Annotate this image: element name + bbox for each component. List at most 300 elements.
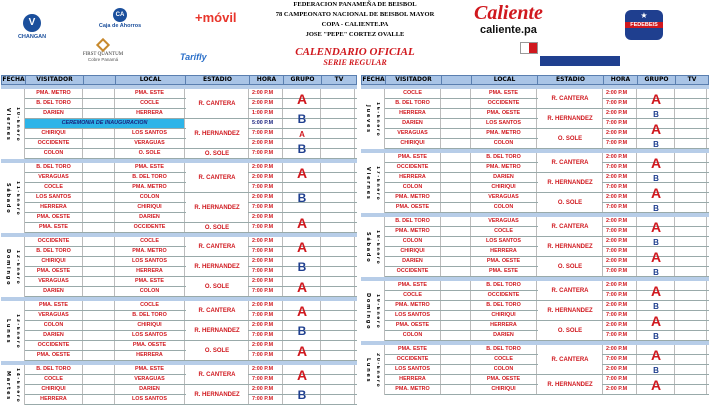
tv-cell (321, 375, 355, 384)
day-label: L u n e s (5, 319, 11, 343)
visitor-cell: PMA. OESTE (25, 351, 83, 360)
time-cell: 2:00 P.M (249, 99, 283, 108)
local-cell: VERAGUAS (115, 139, 185, 148)
spacer-cell (83, 109, 115, 118)
visitor-cell: HERRERA (385, 375, 441, 384)
spacer-cell (83, 247, 115, 256)
tv-cell (321, 267, 355, 276)
stadium-label: O. SOLE (538, 322, 602, 340)
time-cell: 2:00 P.M (603, 321, 637, 330)
date-label: 1 2 - E n e r o (15, 250, 20, 284)
local-cell: PMA. ESTE (115, 277, 185, 286)
spacer-cell (441, 227, 471, 236)
group-label: A (296, 367, 308, 383)
group-label: A (650, 185, 662, 201)
time-cell: 2:00 P.M (603, 89, 637, 98)
tv-cell (321, 385, 355, 394)
title-line-1: FEDERACION PANAMEÑA DE BEISBOL (293, 1, 417, 8)
spacer-cell (441, 385, 471, 394)
tv-cell (675, 321, 707, 330)
tv-cell (321, 237, 355, 246)
spacer-cell (441, 129, 471, 138)
time-cell: 7:00 P.M (603, 163, 637, 172)
spacer-cell (441, 355, 471, 364)
group-label: A (650, 377, 662, 393)
time-cell: 7:00 P.M (603, 331, 637, 340)
tv-cell (675, 331, 707, 340)
spacer-cell (83, 163, 115, 172)
tv-cell (675, 139, 707, 148)
visitor-cell: COLON (25, 321, 83, 330)
local-cell: B. DEL TORO (471, 301, 537, 310)
visitor-cell: PMA. METRO (25, 89, 83, 98)
local-cell: LOS SANTOS (115, 395, 185, 404)
spacer-cell (441, 217, 471, 226)
date-label: 1 0 - E n e r o (15, 107, 20, 141)
local-cell: VERAGUAS (471, 193, 537, 202)
time-cell: 2:00 P.M (249, 321, 283, 330)
tv-cell (321, 311, 355, 320)
changan-emblem-icon: V (23, 14, 41, 32)
stadium-label: O. SOLE (538, 258, 602, 276)
time-cell: 7:00 P.M (249, 311, 283, 320)
time-cell: 7:00 P.M (603, 119, 637, 128)
time-cell: 2:00 P.M (603, 217, 637, 226)
local-cell: CHIRIQUI (115, 321, 185, 330)
group-label: B (297, 388, 307, 402)
day-block (361, 341, 709, 395)
spacer-cell (83, 375, 115, 384)
local-cell: PMA. ESTE (471, 267, 537, 276)
tv-cell (321, 351, 355, 360)
visitor-cell: LOS SANTOS (385, 311, 441, 320)
day-label: V i e r n e s (365, 167, 371, 199)
col-estadio: ESTADIO (538, 76, 604, 84)
local-cell: B. DEL TORO (115, 173, 185, 182)
schedule-table-left (1, 75, 357, 405)
local-cell: O. SOLE (115, 149, 185, 158)
tv-cell (321, 277, 355, 286)
table-header-left (1, 75, 357, 85)
local-cell: PMA. OESTE (471, 375, 537, 384)
tv-cell (675, 291, 707, 300)
day-date-cell (361, 345, 385, 395)
col-local: LOCAL (472, 76, 538, 84)
spacer-cell (441, 267, 471, 276)
tv-cell (675, 99, 707, 108)
spacer-cell (441, 89, 471, 98)
tv-cell (675, 385, 707, 394)
tv-cell (321, 395, 355, 404)
visitor-cell: OCCIDENTE (25, 237, 83, 246)
stadium-label: R. HERNANDEZ (538, 376, 602, 394)
date-label: 1 9 - E n e r o (375, 294, 380, 328)
local-cell: DARIEN (115, 385, 185, 394)
title-line-4: JOSE "PEPE" CORTEZ OVALLE (305, 31, 405, 38)
spacer-cell (441, 345, 471, 354)
group-label: A (296, 343, 308, 359)
federation-title (250, 0, 460, 40)
local-cell: HERRERA (471, 321, 537, 330)
day-date-cell (361, 89, 385, 149)
col-estadio: ESTADIO (186, 76, 250, 84)
table-body-left (1, 85, 357, 405)
tv-cell (321, 301, 355, 310)
caja-logo-text: Caja de Ahorros (98, 23, 142, 29)
group-label: A (650, 121, 662, 137)
group-label: B (653, 237, 659, 247)
time-cell: 2:00 P.M (249, 173, 283, 182)
spacer-cell (83, 237, 115, 246)
tv-cell (321, 173, 355, 182)
tv-cell (675, 163, 707, 172)
tv-cell (675, 267, 707, 276)
spacer-cell (83, 193, 115, 202)
spacer-cell (441, 321, 471, 330)
group-label: A (650, 313, 662, 329)
tv-cell (321, 331, 355, 340)
visitor-cell: CHIRIQUI (25, 257, 83, 266)
visitor-cell: COCLE (25, 183, 83, 192)
local-cell: OCCIDENTE (471, 99, 537, 108)
spacer-cell (83, 267, 115, 276)
stadium-label: O. SOLE (538, 130, 602, 148)
time-cell: 2:00 P.M (249, 277, 283, 286)
tv-cell (321, 257, 355, 266)
day-date-cell (361, 281, 385, 341)
group-label: B (653, 109, 659, 119)
local-cell: CHIRIQUI (471, 183, 537, 192)
caliente-pa-text: caliente.pa (480, 24, 537, 36)
visitor-cell: CHIRIQUI (385, 247, 441, 256)
fedebeis-star-icon: ★ (640, 11, 648, 20)
group-label: A (650, 283, 662, 299)
col-hora: HORA (250, 76, 284, 84)
first-quantum-emblem-icon (96, 38, 110, 52)
local-cell: PMA. ESTE (471, 89, 537, 98)
changan-logo-text: CHANGAN (17, 34, 47, 40)
time-cell: 2:00 P.M (603, 153, 637, 162)
time-cell: 7:00 P.M (249, 149, 283, 158)
time-cell: 7:00 P.M (603, 311, 637, 320)
tv-cell (675, 193, 707, 202)
visitor-cell: COCLE (385, 291, 441, 300)
stadium-label: R. CANTERA (186, 366, 248, 384)
group-label: B (297, 324, 307, 338)
spacer-cell (441, 281, 471, 290)
local-cell: COCLE (115, 301, 185, 310)
tv-cell (321, 247, 355, 256)
tv-cell (675, 311, 707, 320)
local-cell: LOS SANTOS (115, 331, 185, 340)
calendar-title-text: CALENDARIO OFICIAL (295, 46, 415, 58)
local-cell: PMA. METRO (471, 163, 537, 172)
visitor-cell: PMA. ESTE (25, 301, 83, 310)
spacer-cell (83, 99, 115, 108)
tv-cell (321, 321, 355, 330)
stadium-label: R. HERNANDEZ (186, 194, 248, 222)
tv-cell (675, 153, 707, 162)
visitor-cell: COLON (25, 149, 83, 158)
time-cell: 5:00 P.M (249, 119, 283, 128)
spacer-cell (83, 277, 115, 286)
tv-cell (321, 193, 355, 202)
spacer-cell (441, 203, 471, 212)
tv-cell (675, 345, 707, 354)
time-cell: 2:00 P.M (603, 281, 637, 290)
day-block (361, 277, 709, 341)
day-block (1, 361, 357, 405)
local-cell: COCLE (471, 355, 537, 364)
group-label: B (297, 191, 307, 205)
group-label: B (297, 112, 307, 126)
group-label: A (650, 347, 662, 363)
spacer-cell (83, 257, 115, 266)
spacer-cell (83, 183, 115, 192)
visitor-cell: DARIEN (385, 257, 441, 266)
local-cell: PMA. OESTE (471, 109, 537, 118)
day-label: S á b a d o (5, 183, 11, 213)
local-cell: B. DEL TORO (115, 311, 185, 320)
sport-institute-logo (540, 56, 620, 66)
time-cell: 2:00 P.M (603, 385, 637, 394)
stadium-label: R. CANTERA (538, 90, 602, 108)
tv-cell (321, 213, 355, 222)
cobre-panama-text: Cobre Panamá (87, 57, 119, 62)
stadium-label: R. HERNANDEZ (538, 174, 602, 192)
spacer-cell (441, 193, 471, 202)
tarifly-logo: Tarifly (180, 52, 207, 62)
day-date-cell (1, 163, 25, 233)
group-label: B (653, 267, 659, 277)
local-cell: VERAGUAS (471, 217, 537, 226)
spacer-cell (83, 129, 115, 138)
local-cell: VERAGUAS (115, 375, 185, 384)
group-label: B (653, 173, 659, 183)
time-cell: 2:00 P.M (249, 163, 283, 172)
spacer-cell (441, 99, 471, 108)
time-cell: 2:00 P.M (249, 257, 283, 266)
stadium-label: R. CANTERA (538, 282, 602, 300)
stadium-label: R. HERNANDEZ (538, 238, 602, 256)
tv-cell (675, 237, 707, 246)
stadium-label: R. CANTERA (538, 154, 602, 172)
stadium-label: R. CANTERA (186, 302, 248, 320)
local-cell: COLON (115, 193, 185, 202)
day-label: L u n e s (365, 358, 371, 382)
tv-cell (321, 119, 355, 128)
visitor-cell: HERRERA (385, 109, 441, 118)
spacer-cell (441, 173, 471, 182)
calendar-title (240, 46, 470, 67)
time-cell: 7:00 P.M (249, 183, 283, 192)
tv-cell (321, 203, 355, 212)
local-cell: B. DEL TORO (471, 345, 537, 354)
tv-cell (321, 163, 355, 172)
time-cell: 2:00 P.M (249, 213, 283, 222)
spacer-cell (441, 331, 471, 340)
spacer-cell (441, 311, 471, 320)
day-block (1, 233, 357, 297)
first-quantum-logo (68, 40, 138, 62)
stadium-label: O. SOLE (538, 194, 602, 212)
spacer-cell (83, 351, 115, 360)
tv-cell (321, 129, 355, 138)
local-cell: LOS SANTOS (471, 119, 537, 128)
stadium-label: R. HERNANDEZ (186, 120, 248, 148)
date-label: 1 7 - E n e r o (375, 166, 380, 200)
day-date-cell (361, 153, 385, 213)
local-cell: DARIEN (115, 213, 185, 222)
time-cell: 7:00 P.M (603, 267, 637, 276)
group-label: A (650, 249, 662, 265)
col-local: LOCAL (116, 76, 186, 84)
changan-logo (12, 14, 52, 40)
time-cell: 7:00 P.M (249, 247, 283, 256)
time-cell: 7:00 P.M (603, 183, 637, 192)
caliente-logo (474, 2, 543, 36)
first-quantum-text: FIRST QUANTUM (82, 52, 124, 57)
time-cell: 7:00 P.M (249, 129, 283, 138)
date-label: 1 3 - E n e r o (15, 314, 20, 348)
date-label: 2 0 - E n e r o (375, 353, 380, 387)
time-cell: 7:00 P.M (249, 267, 283, 276)
visitor-cell: B. DEL TORO (25, 365, 83, 374)
visitor-cell: PMA. ESTE (385, 281, 441, 290)
time-cell: 2:00 P.M (249, 365, 283, 374)
group-label: A (650, 219, 662, 235)
spacer-cell (83, 139, 115, 148)
spacer-cell (83, 331, 115, 340)
date-label: 1 8 - E n e r o (375, 230, 380, 264)
group-label: A (296, 303, 308, 319)
tv-cell (675, 119, 707, 128)
visitor-cell: B. DEL TORO (385, 217, 441, 226)
visitor-cell: LOS SANTOS (385, 365, 441, 374)
time-cell: 2:00 P.M (603, 109, 637, 118)
spacer-cell (441, 301, 471, 310)
time-cell: 2:00 P.M (603, 193, 637, 202)
time-cell: 7:00 P.M (603, 139, 637, 148)
day-label: M a r t e s (5, 370, 11, 400)
local-cell: CHIRIQUI (471, 311, 537, 320)
visitor-cell: PMA. OESTE (25, 267, 83, 276)
group-label: A (296, 279, 308, 295)
visitor-cell: PMA. METRO (385, 193, 441, 202)
visitor-cell: PMA. ESTE (385, 153, 441, 162)
title-line-2: 78 CAMPEONATO NACIONAL DE BEISBOL MAYOR (275, 11, 435, 18)
schedule-table-right (361, 75, 709, 395)
day-label: D o m i n g o (5, 249, 11, 285)
local-cell: CHIRIQUI (471, 385, 537, 394)
day-label: D o m i n g o (365, 293, 371, 329)
time-cell: 2:00 P.M (603, 301, 637, 310)
local-cell: COLON (471, 139, 537, 148)
time-cell: 2:00 P.M (249, 139, 283, 148)
time-cell: 7:00 P.M (249, 375, 283, 384)
local-cell: LOS SANTOS (115, 129, 185, 138)
date-label: 1 4 - E n e r o (15, 368, 20, 402)
day-block (361, 85, 709, 149)
stadium-label: R. CANTERA (186, 238, 248, 256)
visitor-cell: DARIEN (25, 287, 83, 296)
tv-cell (675, 355, 707, 364)
group-label: A (296, 165, 308, 181)
time-cell: 2:00 P.M (249, 89, 283, 98)
local-cell: PMA. OESTE (115, 341, 185, 350)
group-label: A (296, 91, 308, 107)
col-fecha: FECHA (362, 76, 385, 83)
local-cell: DARIEN (471, 173, 537, 182)
spacer-cell (83, 341, 115, 350)
col-visitador: VISITADOR (386, 76, 442, 84)
visitor-cell: OCCIDENTE (25, 139, 83, 148)
local-cell: PMA. METRO (115, 247, 185, 256)
tv-cell (321, 365, 355, 374)
day-date-cell (1, 365, 25, 405)
stadium-label: R. HERNANDEZ (186, 322, 248, 340)
group-label: B (653, 203, 659, 213)
visitor-cell: OCCIDENTE (385, 267, 441, 276)
fedebeis-text: FEDEBEIS (625, 22, 663, 28)
local-cell: LOS SANTOS (471, 237, 537, 246)
visitor-cell: COLON (385, 237, 441, 246)
date-label: 1 1 - E n e r o (15, 181, 20, 215)
local-cell: DARIEN (471, 331, 537, 340)
col-tv: TV (334, 76, 344, 83)
tv-cell (321, 109, 355, 118)
visitor-cell: PMA. ESTE (25, 223, 83, 232)
day-date-cell (1, 237, 25, 297)
tv-cell (675, 203, 707, 212)
local-cell: HERRERA (115, 267, 185, 276)
day-label: V i e r n e s (5, 108, 11, 140)
time-cell: 2:00 P.M (603, 129, 637, 138)
stadium-label: O. SOLE (186, 224, 248, 232)
time-cell: 7:00 P.M (603, 375, 637, 384)
local-cell: PMA. OESTE (471, 257, 537, 266)
spacer-cell (83, 223, 115, 232)
day-label: S á b a d o (365, 232, 371, 262)
group-label: A (650, 155, 662, 171)
time-cell: 7:00 P.M (603, 247, 637, 256)
time-cell: 7:00 P.M (603, 355, 637, 364)
col-hora: HORA (604, 76, 638, 84)
visitor-cell: HERRERA (25, 395, 83, 404)
tv-cell (321, 149, 355, 158)
local-cell: PMA. METRO (471, 129, 537, 138)
stadium-label: R. HERNANDEZ (186, 386, 248, 404)
visitor-cell: VERAGUAS (25, 311, 83, 320)
spacer-cell (441, 291, 471, 300)
time-cell: 2:00 P.M (249, 301, 283, 310)
local-cell: CHIRIQUI (115, 203, 185, 212)
visitor-cell: DARIEN (25, 109, 83, 118)
spacer-cell (83, 287, 115, 296)
stadium-label: R. CANTERA (186, 164, 248, 192)
visitor-cell: COCLE (25, 375, 83, 384)
group-label: B (653, 365, 659, 375)
visitor-cell: COCLE (385, 89, 441, 98)
day-block (1, 297, 357, 361)
time-cell: 7:00 P.M (249, 287, 283, 296)
tv-cell (675, 281, 707, 290)
visitor-cell: PMA. OESTE (25, 213, 83, 222)
spacer-cell (83, 385, 115, 394)
local-cell: HERRERA (115, 109, 185, 118)
local-cell: B. DEL TORO (471, 153, 537, 162)
tv-cell (321, 89, 355, 98)
